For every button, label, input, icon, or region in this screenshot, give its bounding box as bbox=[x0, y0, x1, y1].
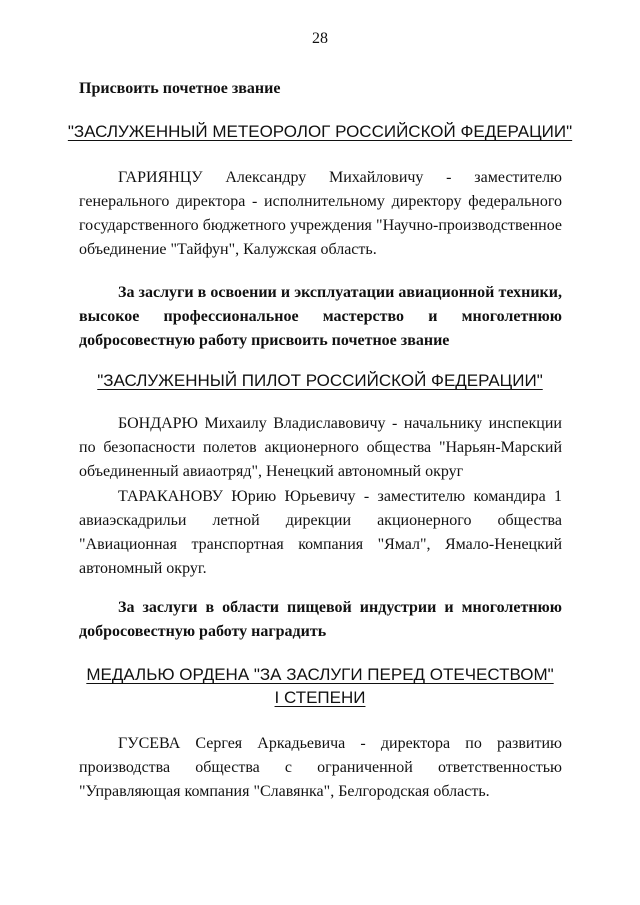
section-3-heading bbox=[79, 596, 562, 644]
awardee-gusev: ГУСЕВА Сергея Аркадьевича - директора по развитию производства общества с ограниченной ответственностью "Управляющая компания "Славянка", Белгородская область. bbox=[79, 735, 562, 800]
awardee-bondar: БОНДАРЮ Михаилу Владиславовичу - начальнику инспекции по безопасности полетов акционерного общества "Нарьян-Марский объединенный авиаотряд", Ненецкий автономный округ bbox=[79, 415, 562, 480]
section-3-title-line-1-text: МЕДАЛЬЮ ОРДЕНА "ЗА ЗАСЛУГИ ПЕРЕД ОТЕЧЕСТВОМ" bbox=[86, 665, 554, 684]
section-3-heading-text: За заслуги в области пищевой индустрии и многолетнюю добросовестную работу наградить bbox=[79, 599, 562, 640]
section-1-awardee bbox=[79, 166, 562, 262]
page-number: 28 bbox=[312, 30, 328, 47]
section-2-awardee-1 bbox=[79, 412, 562, 484]
section-1-heading: Присвоить почетное звание bbox=[79, 80, 281, 97]
section-1-title bbox=[0, 121, 640, 143]
awardee-tarakanov: ТАРАКАНОВУ Юрию Юрьевичу - заместителю командира 1 авиаэскадрильи летной дирекции акционерного общества "Авиационная транспортная компания "Ямал", Ямало-Ненецкий автономный округ. bbox=[79, 488, 562, 577]
section-3-awardee bbox=[79, 732, 562, 804]
section-2-title-text: "ЗАСЛУЖЕННЫЙ ПИЛОТ РОССИЙСКОЙ ФЕДЕРАЦИИ" bbox=[97, 371, 543, 390]
section-3-title-line-2-text: I СТЕПЕНИ bbox=[274, 688, 366, 707]
awardee-garianets: ГАРИЯНЦУ Александру Михайловичу - заместителю генерального директора - исполнительному директору федерального государственного бюджетного учреждения "Научно-производственное объединение "Тайфун", Калужская область. bbox=[79, 169, 562, 258]
section-2-awardee-2 bbox=[79, 485, 562, 581]
section-3-title-line-2 bbox=[0, 687, 640, 709]
section-1-title-text: "ЗАСЛУЖЕННЫЙ МЕТЕОРОЛОГ РОССИЙСКОЙ ФЕДЕРАЦИИ" bbox=[67, 122, 573, 141]
section-2-heading bbox=[79, 281, 562, 353]
section-3-title-line-1 bbox=[0, 664, 640, 686]
section-2-title bbox=[0, 370, 640, 392]
section-2-heading-text: За заслуги в освоении и эксплуатации авиационной техники, высокое профессиональное мастерство и многолетнюю добросовестную работу присвоить почетное звание bbox=[79, 284, 562, 349]
